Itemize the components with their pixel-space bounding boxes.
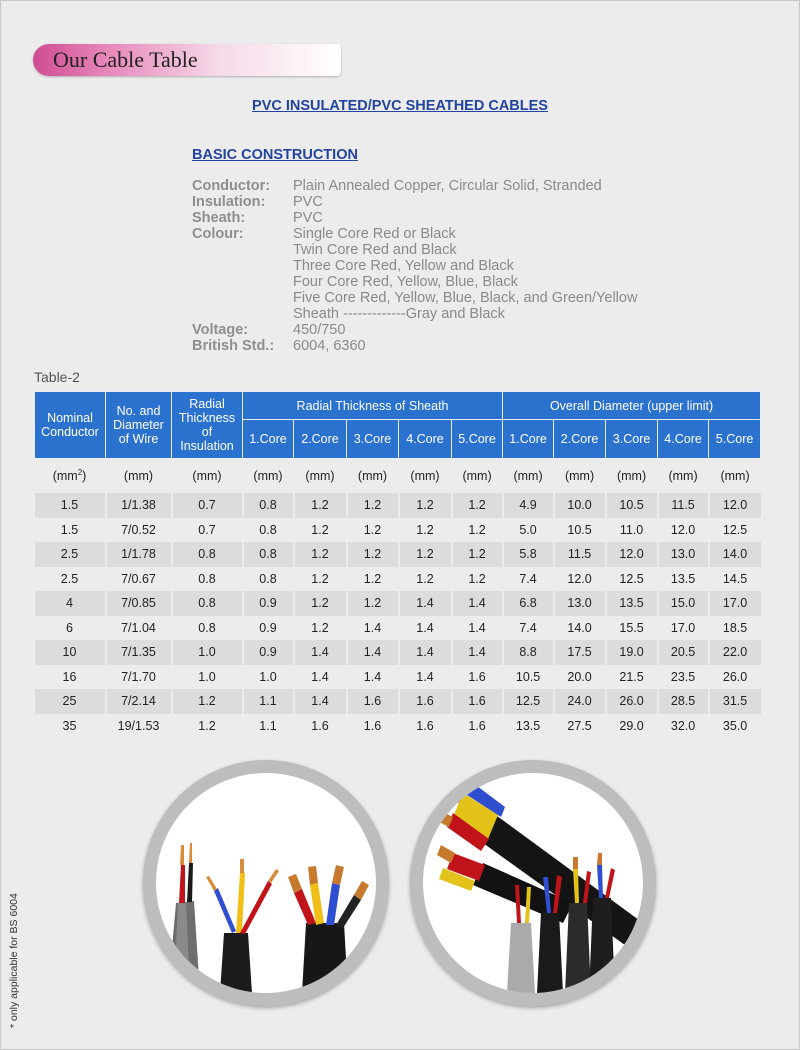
table-cell: 1.2	[399, 567, 452, 592]
spec-insulation	[192, 194, 637, 210]
table-cell: 1.2	[452, 493, 503, 518]
table-row	[35, 567, 761, 592]
table-caption: Table-2	[34, 369, 80, 385]
table-cell: 27.5	[554, 714, 606, 739]
table-cell: 1.6	[399, 714, 452, 739]
table-cell: 0.8	[243, 518, 294, 543]
table-cell: 1.2	[294, 493, 347, 518]
spec-conductor	[192, 178, 637, 194]
cable-table	[34, 391, 761, 738]
cable-photo-left	[143, 760, 389, 1006]
table-cell: 1.4	[347, 640, 399, 665]
colour-line: Five Core Red, Yellow, Blue, Black, and Green/Yellow	[293, 290, 638, 306]
header-core: 1.Core	[243, 420, 294, 459]
unit-cell: (mm)	[106, 459, 172, 494]
footnote: * only applicable for BS 6004	[8, 893, 20, 1028]
unit-cell: (mm)	[658, 459, 709, 494]
banner-title: Our Cable Table	[53, 47, 198, 72]
unit-cell: (mm)	[172, 459, 243, 494]
table-cell: 5.0	[503, 518, 554, 543]
table-cell: 16	[62, 669, 77, 684]
units-row	[35, 459, 761, 494]
table-cell: 1.2	[347, 567, 399, 592]
table-cell: 1.4	[347, 665, 399, 690]
cable-image-right	[423, 773, 643, 993]
table-cell: 11.5	[554, 542, 606, 567]
table-cell: 1.4	[452, 640, 503, 665]
table-cell: 29.0	[606, 714, 658, 739]
table-cell: 35.0	[709, 714, 761, 739]
table-cell: 7.4	[503, 567, 554, 592]
table-cell: 19.0	[606, 640, 658, 665]
table-row	[35, 714, 761, 739]
unit-cell: (mm)	[399, 459, 452, 494]
unit-cell: $(mm^2)$	[52, 468, 87, 484]
table-cell: 13.0	[554, 591, 606, 616]
spec-voltage	[192, 322, 637, 338]
construction-specs	[192, 178, 637, 354]
table-cell: 1.6	[452, 665, 503, 690]
table-cell: 32.0	[658, 714, 709, 739]
table-cell: 1.6	[294, 714, 347, 739]
table-cell: 1.2	[294, 518, 347, 543]
table-cell: 13.5	[503, 714, 554, 739]
table-cell: 12.5	[606, 567, 658, 592]
spec-label: Insulation:	[192, 194, 266, 210]
table-cell: 1.0	[172, 665, 243, 690]
spec-label: Voltage:	[192, 322, 249, 338]
table-cell: 28.5	[658, 689, 709, 714]
spec-colour	[192, 226, 637, 322]
table-cell: 21.5	[606, 665, 658, 690]
table-cell: 0.8	[172, 591, 243, 616]
table-cell: 1.2	[294, 567, 347, 592]
table-cell: 7/0.67	[106, 567, 172, 592]
table-cell: 14.0	[709, 542, 761, 567]
table-cell: 15.0	[658, 591, 709, 616]
unit-cell: (mm)	[606, 459, 658, 494]
table-cell: 12.0	[658, 518, 709, 543]
table-cell: 1.6	[399, 689, 452, 714]
header-insulation-thickness: Radial Thickness of Insulation	[172, 392, 243, 459]
table-cell: 1.4	[452, 616, 503, 641]
table-cell: 12.0	[554, 567, 606, 592]
table-cell: 1.1	[243, 714, 294, 739]
table-cell: 6	[66, 620, 73, 635]
table-row	[35, 591, 761, 616]
table-cell: 24.0	[554, 689, 606, 714]
table-cell: 1.4	[399, 616, 452, 641]
table-cell: 1.1	[243, 689, 294, 714]
table-cell: 1.2	[294, 616, 347, 641]
table-cell: 1.2	[172, 714, 243, 739]
unit-cell: (mm)	[554, 459, 606, 494]
table-cell: 1.2	[452, 518, 503, 543]
table-cell: 10.5	[503, 665, 554, 690]
spec-value: Plain Annealed Copper, Circular Solid, Stranded	[293, 178, 602, 194]
table-cell: 1.0	[172, 640, 243, 665]
table-cell: 13.5	[658, 567, 709, 592]
header-core: 3.Core	[347, 420, 399, 459]
unit-cell: (mm)	[294, 459, 347, 494]
table-cell: 7/1.04	[106, 616, 172, 641]
table-cell: 11.5	[658, 493, 709, 518]
table-cell: 26.0	[709, 665, 761, 690]
table-cell: 7/0.52	[106, 518, 172, 543]
table-cell: 10.5	[606, 493, 658, 518]
table-cell: 1.4	[347, 616, 399, 641]
table-cell: 18.5	[709, 616, 761, 641]
colour-line: Twin Core Red and Black	[293, 242, 457, 258]
section-banner	[33, 44, 341, 76]
table-cell: 1.2	[347, 591, 399, 616]
table-cell: 1.2	[294, 542, 347, 567]
table-cell: 1.2	[399, 542, 452, 567]
table-cell: 13.0	[658, 542, 709, 567]
colour-line: Four Core Red, Yellow, Blue, Black	[293, 274, 518, 290]
page-title: PVC INSULATED/PVC SHEATHED CABLES	[252, 98, 548, 114]
table-cell: 1.2	[452, 542, 503, 567]
table-cell: 15.5	[606, 616, 658, 641]
header-core: 4.Core	[658, 420, 709, 459]
header-core: 2.Core	[294, 420, 347, 459]
unit-cell: (mm)	[243, 459, 294, 494]
table-cell: 0.8	[172, 567, 243, 592]
table-cell: 1.2	[347, 518, 399, 543]
unit-cell: (mm)	[503, 459, 554, 494]
spec-label: British Std.:	[192, 338, 275, 354]
spec-sheath	[192, 210, 637, 226]
table-cell: 14.0	[554, 616, 606, 641]
table-row	[35, 665, 761, 690]
table-cell: 0.8	[243, 542, 294, 567]
table-cell: 1.4	[399, 640, 452, 665]
header-core: 1.Core	[503, 420, 554, 459]
cable-image-left	[156, 773, 376, 993]
table-cell: 0.8	[172, 616, 243, 641]
colour-line: Single Core Red or Black	[293, 226, 456, 242]
cable-photo-right	[410, 760, 656, 1006]
table-cell: 1.6	[452, 689, 503, 714]
table-cell: 1.6	[347, 714, 399, 739]
table-cell: 0.9	[243, 616, 294, 641]
table-row	[35, 640, 761, 665]
table-cell: 1.4	[399, 665, 452, 690]
spec-value: 6004, 6360	[293, 338, 366, 354]
table-cell: 1.4	[294, 640, 347, 665]
table-cell: 12.5	[503, 689, 554, 714]
table-cell: 35	[62, 718, 77, 733]
table-cell: 19/1.53	[106, 714, 172, 739]
colour-line: Three Core Red, Yellow and Black	[293, 258, 514, 274]
table-cell: 12.5	[709, 518, 761, 543]
table-cell: 7/1.70	[106, 665, 172, 690]
table-row	[35, 616, 761, 641]
spec-british-std	[192, 338, 637, 354]
header-nominal-conductor: Nominal Conductor	[35, 392, 106, 459]
table-cell: 7/0.85	[106, 591, 172, 616]
table-cell: 1/1.38	[106, 493, 172, 518]
header-core: 5.Core	[709, 420, 761, 459]
unit-cell: (mm)	[347, 459, 399, 494]
table-cell: 0.8	[243, 493, 294, 518]
spec-label: Sheath:	[192, 210, 246, 226]
table-cell: 4	[35, 591, 106, 616]
table-cell: 0.9	[243, 591, 294, 616]
table-cell: 1.2	[452, 567, 503, 592]
table-cell: 1.2	[347, 542, 399, 567]
table-cell: 1.2	[294, 591, 347, 616]
table-cell: 1.5	[35, 493, 106, 518]
unit-cell: (mm)	[709, 459, 761, 494]
table-cell: 17.0	[658, 616, 709, 641]
table-cell: 26.0	[606, 689, 658, 714]
table-cell: 11.0	[606, 518, 658, 543]
header-core: 4.Core	[399, 420, 452, 459]
table-cell: 1/1.78	[106, 542, 172, 567]
table-cell: 13.5	[606, 591, 658, 616]
table-cell: 17.0	[709, 591, 761, 616]
table-cell: 1.2	[399, 493, 452, 518]
table-cell: 1.2	[172, 689, 243, 714]
section-subtitle: BASIC CONSTRUCTION	[192, 147, 358, 163]
table-cell: 10	[35, 640, 106, 665]
table-cell: 2.5	[60, 571, 79, 586]
table-cell: 10.5	[554, 518, 606, 543]
table-cell: 12.0	[606, 542, 658, 567]
header-overall-group: Overall Diameter (upper limit)	[503, 392, 761, 420]
table-cell: 7.4	[503, 616, 554, 641]
table-cell: 2.5	[35, 542, 106, 567]
table-cell: 8.8	[503, 640, 554, 665]
header-core: 3.Core	[606, 420, 658, 459]
spec-colour-lines	[293, 226, 637, 322]
table-cell: 1.4	[399, 591, 452, 616]
table-row	[35, 542, 761, 567]
spec-label: Conductor:	[192, 178, 271, 194]
table-cell: 1.2	[399, 518, 452, 543]
table-cell: 1.5	[60, 522, 79, 537]
table-cell: 1.4	[294, 689, 347, 714]
table-cell: 0.7	[172, 493, 243, 518]
table-cell: 0.8	[243, 567, 294, 592]
table-cell: 25	[35, 689, 106, 714]
table-row	[35, 689, 761, 714]
table-cell: 1.6	[347, 689, 399, 714]
table-cell: 10.0	[554, 493, 606, 518]
table-cell: 22.0	[709, 640, 761, 665]
table-cell: 4.9	[503, 493, 554, 518]
unit-cell: (mm)	[452, 459, 503, 494]
header-core: 2.Core	[554, 420, 606, 459]
table-cell: 14.5	[709, 567, 761, 592]
table-cell: 0.8	[172, 542, 243, 567]
table-cell: 20.5	[658, 640, 709, 665]
table-cell: 1.2	[347, 493, 399, 518]
colour-line: Sheath -------------Gray and Black	[293, 306, 505, 322]
spec-label: Colour:	[192, 226, 244, 242]
table-cell: 20.0	[554, 665, 606, 690]
header-sheath-group: Radial Thickness of Sheath	[243, 392, 503, 420]
table-cell: 1.0	[243, 665, 294, 690]
table-cell: 17.5	[554, 640, 606, 665]
spec-value: PVC	[293, 194, 323, 210]
table-cell: 12.0	[709, 493, 761, 518]
table-cell: 6.8	[503, 591, 554, 616]
table-cell: 0.9	[243, 640, 294, 665]
spec-value: 450/750	[293, 322, 346, 338]
table-row	[35, 518, 761, 543]
spec-value: PVC	[293, 210, 323, 226]
table-cell: 0.7	[172, 518, 243, 543]
header-wire-diameter: No. and Diameter of Wire	[106, 392, 172, 459]
table-cell: 7/1.35	[106, 640, 172, 665]
table-row	[35, 493, 761, 518]
table-cell: 1.6	[452, 714, 503, 739]
header-core: 5.Core	[452, 420, 503, 459]
table-cell: 1.4	[452, 591, 503, 616]
table-cell: 7/2.14	[106, 689, 172, 714]
table-cell: 31.5	[709, 689, 761, 714]
table-cell: 1.4	[294, 665, 347, 690]
table-cell: 5.8	[503, 542, 554, 567]
table-cell: 23.5	[658, 665, 709, 690]
